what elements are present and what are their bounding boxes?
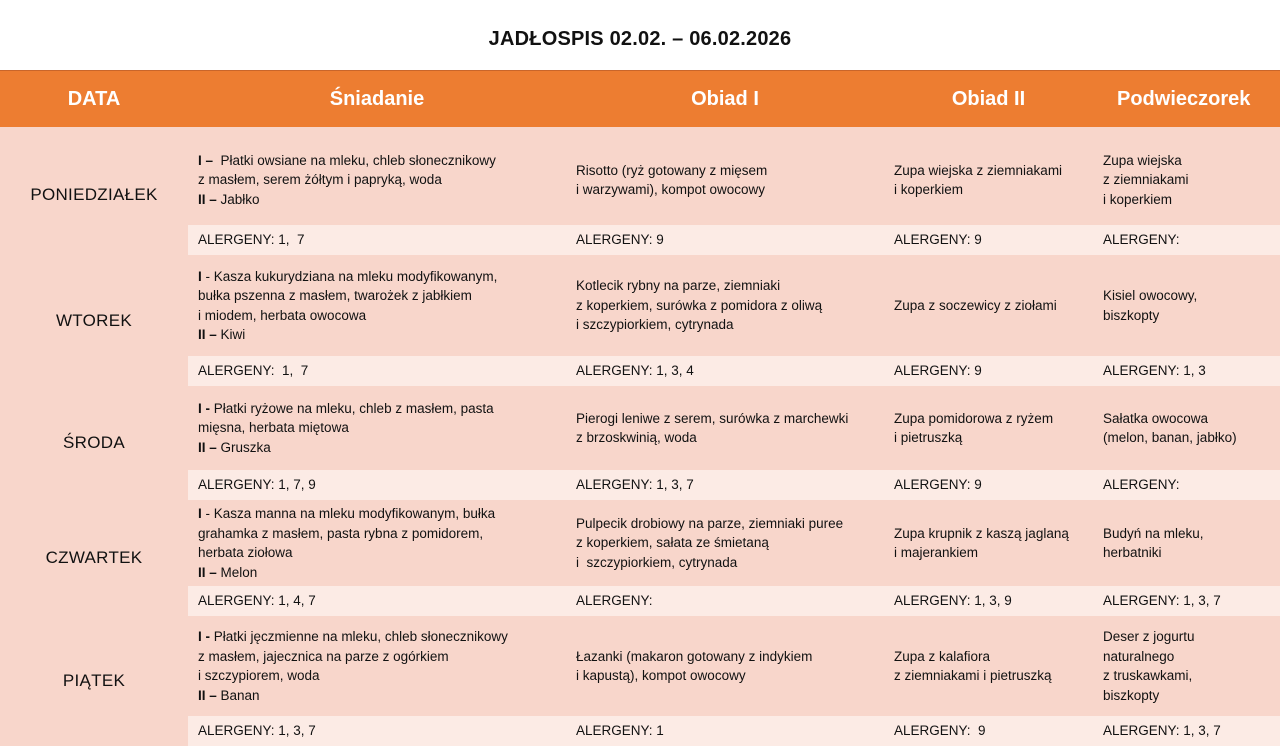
allergen-cell: ALERGENY: 1, 7: [188, 225, 566, 255]
breakfast-line: [198, 190, 556, 210]
breakfast-text: - Kasza kukurydziana na mleku modyfikowanym,: [201, 268, 498, 284]
snack-line: (melon, banan, jabłko): [1103, 430, 1237, 445]
allergen-cell: ALERGENY: 9: [884, 356, 1093, 386]
breakfast-line: [198, 306, 556, 326]
breakfast-text: Melon: [216, 564, 258, 580]
breakfast-text: grahamka z masłem, pasta rybna z pomidorem,: [198, 525, 484, 541]
snack-line: naturalnego: [1103, 648, 1175, 664]
allergen-cell: ALERGENY: 1: [566, 716, 884, 746]
allergen-cell: ALERGENY: 1, 3, 7: [566, 470, 884, 500]
breakfast-line: [198, 151, 556, 171]
allergen-row: [0, 470, 1280, 500]
breakfast-line: [198, 399, 556, 419]
lunch2-cell: [884, 135, 1093, 225]
allergen-cell: ALERGENY: 1, 3, 9: [884, 586, 1093, 616]
course-label: II –: [198, 439, 217, 455]
breakfast-line: [198, 438, 556, 458]
lunch1-line: i kapustą), kompot owocowy: [576, 668, 746, 683]
course-label: II –: [198, 687, 217, 703]
breakfast-text: z masłem, jajecznica na parze z ogórkiem: [198, 648, 449, 664]
breakfast-line: [198, 686, 556, 706]
allergen-row: [0, 356, 1280, 386]
meal-row: [0, 135, 1280, 225]
allergen-cell: ALERGENY: 9: [884, 470, 1093, 500]
header-lunch-1: Obiad I: [566, 71, 884, 128]
breakfast-line: [198, 504, 556, 524]
breakfast-text: Gruszka: [216, 439, 271, 455]
course-label: I –: [198, 152, 214, 168]
allergen-row: [0, 716, 1280, 746]
snack-line: z ziemniakami: [1103, 172, 1189, 188]
header-lunch-2: Obiad II: [884, 71, 1093, 128]
lunch2-cell: [884, 255, 1093, 356]
lunch1-line: Kotlecik rybny na parze, ziemniaki: [576, 278, 781, 294]
lunch1-cell: [566, 386, 884, 470]
snack-line: i koperkiem: [1103, 191, 1173, 207]
snack-line: Deser z jogurtu: [1103, 629, 1195, 644]
allergen-cell: ALERGENY: 1, 3: [1093, 356, 1280, 386]
breakfast-line: [198, 325, 556, 345]
lunch1-line: Łazanki (makaron gotowany z indykiem: [576, 648, 813, 664]
spacer-cell: [0, 127, 1280, 135]
course-label: I: [198, 506, 202, 521]
lunch1-cell: [566, 255, 884, 356]
snack-line: z truskawkami,: [1103, 668, 1193, 683]
allergen-cell: ALERGENY:: [1093, 470, 1280, 500]
day-name: PIĄTEK: [0, 616, 188, 746]
breakfast-text: mięsna, herbata miętowa: [198, 420, 349, 436]
allergen-row: [0, 586, 1280, 616]
breakfast-cell: [188, 386, 566, 470]
snack-line: Budyń na mleku,: [1103, 525, 1204, 541]
header-row: [0, 71, 1280, 128]
day-name: CZWARTEK: [0, 500, 188, 616]
breakfast-line: [198, 418, 556, 438]
allergen-cell: ALERGENY: 1, 4, 7: [188, 586, 566, 616]
breakfast-line: [198, 627, 556, 647]
breakfast-text: Płatki ryżowe na mleku, chleb z masłem, pasta: [210, 400, 494, 416]
breakfast-cell: [188, 255, 566, 356]
allergen-cell: ALERGENY: 9: [566, 225, 884, 255]
lunch2-line: Zupa z kalafiora: [894, 648, 991, 664]
lunch1-cell: [566, 500, 884, 586]
snack-line: biszkopty: [1103, 307, 1160, 323]
allergen-cell: ALERGENY:: [566, 586, 884, 616]
breakfast-line: [198, 170, 556, 190]
breakfast-text: z masłem, serem żółtym i papryką, woda: [198, 172, 442, 188]
allergen-cell: ALERGENY: 9: [884, 716, 1093, 746]
lunch2-cell: [884, 386, 1093, 470]
course-label: II –: [198, 564, 217, 580]
lunch1-line: i szczypiorkiem, cytrynada: [576, 554, 738, 570]
lunch2-line: Zupa z soczewicy z ziołami: [894, 297, 1057, 313]
meal-row: [0, 255, 1280, 356]
breakfast-text: Kiwi: [216, 327, 246, 342]
day-name: WTOREK: [0, 255, 188, 386]
snack-cell: [1093, 500, 1280, 586]
snack-cell: [1093, 386, 1280, 470]
lunch2-line: z ziemniakami i pietruszką: [894, 668, 1052, 683]
allergen-cell: ALERGENY: 1, 7, 9: [188, 470, 566, 500]
breakfast-line: [198, 666, 556, 686]
course-label: I -: [198, 400, 210, 416]
lunch1-line: z koperkiem, sałata ze śmietaną: [576, 535, 769, 551]
breakfast-cell: [188, 135, 566, 225]
breakfast-text: i szczypiorem, woda: [198, 668, 320, 683]
course-label: II –: [198, 191, 217, 207]
lunch2-cell: [884, 616, 1093, 716]
allergen-cell: ALERGENY: 1, 7: [188, 356, 566, 386]
lunch2-line: Zupa krupnik z kaszą jaglaną: [894, 525, 1069, 541]
lunch1-line: z koperkiem, surówka z pomidora z oliwą: [576, 297, 823, 313]
menu-table: [0, 70, 1280, 746]
breakfast-line: [198, 543, 556, 563]
lunch2-line: Zupa pomidorowa z ryżem: [894, 410, 1054, 426]
day-name: PONIEDZIAŁEK: [0, 135, 188, 255]
snack-line: Zupa wiejska: [1103, 152, 1182, 168]
snack-line: biszkopty: [1103, 687, 1160, 703]
allergen-cell: ALERGENY: 1, 3, 4: [566, 356, 884, 386]
course-label: II –: [198, 327, 217, 342]
breakfast-line: [198, 286, 556, 306]
breakfast-text: i miodem, herbata owocowa: [198, 307, 367, 323]
day-name: ŚRODA: [0, 386, 188, 500]
snack-cell: [1093, 135, 1280, 225]
breakfast-line: [198, 647, 556, 667]
breakfast-text: herbata ziołowa: [198, 545, 293, 560]
page-title: JADŁOSPIS 02.02. – 06.02.2026: [488, 28, 792, 50]
lunch2-line: i koperkiem: [894, 182, 964, 197]
lunch1-line: Pierogi leniwe z serem, surówka z marchewki: [576, 410, 849, 426]
course-label: I: [198, 268, 202, 284]
header-snack: Podwieczorek: [1093, 71, 1280, 128]
lunch1-line: Pulpecik drobiowy na parze, ziemniaki puree: [576, 515, 844, 531]
allergen-row: [0, 225, 1280, 255]
spacer-row: [0, 127, 1280, 135]
breakfast-text: bułka pszenna z masłem, twarożek z jabłkiem: [198, 288, 472, 303]
allergen-cell: ALERGENY: 1, 3, 7: [188, 716, 566, 746]
lunch1-line: Risotto (ryż gotowany z mięsem: [576, 162, 768, 178]
course-label: I -: [198, 629, 210, 644]
lunch2-cell: [884, 500, 1093, 586]
snack-line: Sałatka owocowa: [1103, 410, 1209, 426]
allergen-cell: ALERGENY: 9: [884, 225, 1093, 255]
lunch1-cell: [566, 135, 884, 225]
lunch1-line: z brzoskwinią, woda: [576, 430, 697, 445]
lunch1-line: i warzywami), kompot owocowy: [576, 182, 766, 197]
header-breakfast: Śniadanie: [188, 71, 566, 128]
meal-row: [0, 616, 1280, 716]
breakfast-text: Jabłko: [216, 191, 260, 207]
lunch1-cell: [566, 616, 884, 716]
lunch2-line: i majerankiem: [894, 545, 979, 560]
breakfast-line: [198, 524, 556, 544]
lunch2-line: i pietruszką: [894, 430, 963, 445]
breakfast-text: - Kasza manna na mleku modyfikowanym, bułka: [201, 506, 496, 521]
breakfast-line: [198, 563, 556, 583]
meal-row: [0, 386, 1280, 470]
breakfast-cell: [188, 500, 566, 586]
breakfast-text: Płatki jęczmienne na mleku, chleb słonecznikowy: [210, 629, 508, 644]
snack-line: herbatniki: [1103, 545, 1162, 560]
breakfast-text: Płatki owsiane na mleku, chleb słonecznikowy: [213, 152, 496, 168]
lunch1-line: i szczypiorkiem, cytrynada: [576, 317, 734, 333]
breakfast-cell: [188, 616, 566, 716]
snack-cell: [1093, 255, 1280, 356]
allergen-cell: ALERGENY: 1, 3, 7: [1093, 716, 1280, 746]
breakfast-line: [198, 267, 556, 287]
snack-line: Kisiel owocowy,: [1103, 288, 1198, 303]
header-date: DATA: [0, 71, 188, 128]
allergen-cell: ALERGENY:: [1093, 225, 1280, 255]
breakfast-text: Banan: [216, 687, 260, 703]
allergen-cell: ALERGENY: 1, 3, 7: [1093, 586, 1280, 616]
meal-row: [0, 500, 1280, 586]
snack-cell: [1093, 616, 1280, 716]
lunch2-line: Zupa wiejska z ziemniakami: [894, 162, 1063, 178]
